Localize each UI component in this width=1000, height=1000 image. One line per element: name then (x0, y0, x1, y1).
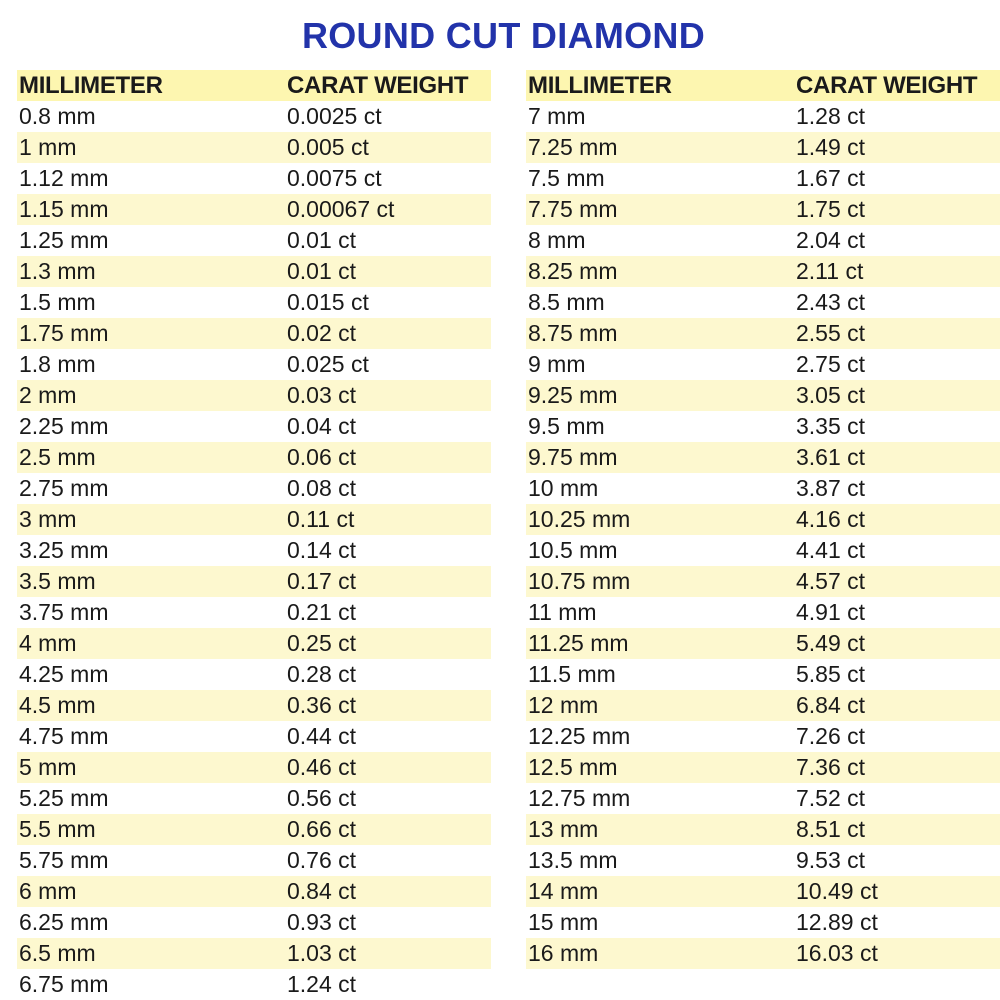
millimeter-cell: 8.25 mm (528, 258, 618, 284)
millimeter-cell: 10.5 mm (528, 537, 618, 563)
table-row (17, 194, 491, 225)
table-row (526, 752, 1000, 783)
table-row (526, 597, 1000, 628)
millimeter-cell: 1.15 mm (19, 196, 109, 222)
table-row (17, 380, 491, 411)
table-row (17, 690, 491, 721)
table-row (526, 628, 1000, 659)
carat-weight-cell: 0.015 ct (287, 289, 369, 315)
carat-weight-cell: 4.41 ct (796, 537, 866, 563)
carat-weight-cell: 0.17 ct (287, 568, 357, 594)
carat-weight-cell: 2.04 ct (796, 227, 866, 253)
millimeter-cell: 7 mm (528, 103, 586, 129)
page-title: ROUND CUT DIAMOND (301, 15, 706, 56)
millimeter-cell: 13 mm (528, 816, 599, 842)
table-row (526, 783, 1000, 814)
millimeter-cell: 6.5 mm (19, 940, 96, 966)
carat-weight-cell: 0.04 ct (287, 413, 357, 439)
carat-weight-cell: 4.57 ct (796, 568, 866, 594)
millimeter-cell: 2.5 mm (19, 444, 96, 470)
millimeter-cell: 1.25 mm (19, 227, 109, 253)
millimeter-cell: 12 mm (528, 692, 599, 718)
carat-weight-cell: 0.21 ct (287, 599, 357, 625)
millimeter-cell: 11.25 mm (528, 630, 629, 656)
carat-weight-cell: 0.06 ct (287, 444, 357, 470)
millimeter-cell: 6.75 mm (19, 971, 109, 997)
carat-weight-cell: 0.76 ct (287, 847, 357, 873)
table-row (17, 132, 491, 163)
right-table-body (526, 101, 1000, 969)
carat-weight-cell: 0.66 ct (287, 816, 357, 842)
table-row (17, 504, 491, 535)
carat-weight-cell: 0.25 ct (287, 630, 357, 656)
table-row (526, 442, 1000, 473)
millimeter-cell: 0.8 mm (19, 103, 96, 129)
table-row (17, 349, 491, 380)
carat-weight-cell: 0.44 ct (287, 723, 357, 749)
millimeter-cell: 2.25 mm (19, 413, 109, 439)
carat-weight-cell: 0.56 ct (287, 785, 357, 811)
table-row (17, 876, 491, 907)
millimeter-cell: 8.75 mm (528, 320, 618, 346)
carat-weight-cell: 3.35 ct (796, 413, 866, 439)
carat-weight-cell: 0.11 ct (287, 506, 355, 532)
millimeter-cell: 9.5 mm (528, 413, 605, 439)
table-row (526, 132, 1000, 163)
millimeter-cell: 10.25 mm (528, 506, 631, 532)
table-header-row (526, 70, 1000, 101)
millimeter-cell: 3.25 mm (19, 537, 109, 563)
table-row (526, 845, 1000, 876)
table-header-row (17, 70, 491, 101)
carat-weight-cell: 1.49 ct (796, 134, 866, 160)
carat-weight-cell: 7.26 ct (796, 723, 866, 749)
millimeter-cell: 5.5 mm (19, 816, 96, 842)
carat-weight-cell: 0.03 ct (287, 382, 357, 408)
table-row (526, 194, 1000, 225)
table-row (526, 287, 1000, 318)
millimeter-cell: 8 mm (528, 227, 586, 253)
millimeter-cell: 1.75 mm (19, 320, 109, 346)
millimeter-cell: 15 mm (528, 909, 599, 935)
millimeter-cell: 3.75 mm (19, 599, 109, 625)
carat-weight-cell: 6.84 ct (796, 692, 866, 718)
table-row (526, 318, 1000, 349)
carat-weight-cell: 0.01 ct (287, 258, 357, 284)
table-row (17, 101, 491, 132)
millimeter-cell: 13.5 mm (528, 847, 618, 873)
millimeter-cell: 5.25 mm (19, 785, 109, 811)
millimeter-cell: 16 mm (528, 940, 599, 966)
carat-weight-cell: 16.03 ct (796, 940, 878, 966)
millimeter-cell: 12.5 mm (528, 754, 618, 780)
table-row (526, 814, 1000, 845)
table-row (17, 225, 491, 256)
millimeter-cell: 10 mm (528, 475, 599, 501)
left-table-body (17, 101, 491, 1000)
table-row (17, 752, 491, 783)
carat-weight-cell: 7.36 ct (796, 754, 866, 780)
carat-weight-cell: 0.28 ct (287, 661, 357, 687)
carat-weight-cell: 10.49 ct (796, 878, 878, 904)
table-row (17, 845, 491, 876)
table-row (17, 721, 491, 752)
millimeter-cell: 12.75 mm (528, 785, 631, 811)
table-row (17, 814, 491, 845)
table-row (17, 907, 491, 938)
table-row (17, 628, 491, 659)
millimeter-cell: 1.5 mm (19, 289, 96, 315)
carat-weight-cell: 4.91 ct (796, 599, 866, 625)
table-row (17, 318, 491, 349)
millimeter-cell: 12.25 mm (528, 723, 631, 749)
carat-weight-cell: 2.43 ct (796, 289, 866, 315)
carat-weight-cell: 0.0075 ct (287, 165, 382, 191)
carat-weight-cell: 0.46 ct (287, 754, 357, 780)
millimeter-cell: 14 mm (528, 878, 599, 904)
carat-weight-cell: 4.16 ct (796, 506, 866, 532)
millimeter-cell: 1.8 mm (19, 351, 96, 377)
table-row (526, 535, 1000, 566)
millimeter-cell: 6.25 mm (19, 909, 109, 935)
table-row (526, 101, 1000, 132)
carat-weight-cell: 3.05 ct (796, 382, 866, 408)
carat-weight-cell: 0.025 ct (287, 351, 369, 377)
carat-weight-cell: 0.14 ct (287, 537, 357, 563)
table-row (526, 504, 1000, 535)
carat-weight-cell: 2.75 ct (796, 351, 866, 377)
millimeter-cell: 1.3 mm (19, 258, 96, 284)
table-row (17, 659, 491, 690)
millimeter-cell: 4.75 mm (19, 723, 109, 749)
millimeter-cell: 7.5 mm (528, 165, 605, 191)
carat-weight-cell: 7.52 ct (796, 785, 866, 811)
millimeter-cell: 2 mm (19, 382, 77, 408)
carat-weight-cell: 0.84 ct (287, 878, 357, 904)
millimeter-cell: 9 mm (528, 351, 586, 377)
carat-weight-cell: 3.61 ct (796, 444, 866, 470)
carat-weight-header: CARAT WEIGHT (287, 72, 469, 99)
right-size-table (526, 70, 1000, 969)
millimeter-cell: 11.5 mm (528, 661, 616, 687)
carat-weight-cell: 1.75 ct (796, 196, 866, 222)
table-row (17, 473, 491, 504)
table-row (526, 907, 1000, 938)
table-row (17, 783, 491, 814)
left-size-table (17, 70, 491, 1000)
carat-weight-cell: 1.67 ct (796, 165, 866, 191)
carat-weight-header: CARAT WEIGHT (796, 72, 978, 99)
carat-weight-cell: 2.11 ct (796, 258, 864, 284)
table-row (17, 442, 491, 473)
millimeter-cell: 6 mm (19, 878, 77, 904)
millimeter-cell: 5 mm (19, 754, 77, 780)
carat-weight-cell: 0.02 ct (287, 320, 357, 346)
carat-weight-cell: 1.24 ct (287, 971, 357, 997)
millimeter-cell: 4.5 mm (19, 692, 96, 718)
carat-weight-cell: 2.55 ct (796, 320, 866, 346)
carat-weight-cell: 0.00067 ct (287, 196, 395, 222)
table-row (526, 256, 1000, 287)
carat-weight-cell: 0.36 ct (287, 692, 357, 718)
millimeter-cell: 7.75 mm (528, 196, 618, 222)
carat-weight-cell: 9.53 ct (796, 847, 866, 873)
table-row (526, 349, 1000, 380)
millimeter-cell: 3.5 mm (19, 568, 96, 594)
millimeter-cell: 4.25 mm (19, 661, 109, 687)
carat-weight-cell: 8.51 ct (796, 816, 866, 842)
table-row (526, 938, 1000, 969)
table-row (526, 566, 1000, 597)
millimeter-header: MILLIMETER (528, 72, 672, 99)
millimeter-cell: 11 mm (528, 599, 597, 625)
millimeter-cell: 4 mm (19, 630, 77, 656)
table-row (526, 659, 1000, 690)
carat-weight-cell: 1.28 ct (796, 103, 866, 129)
carat-weight-cell: 0.08 ct (287, 475, 357, 501)
millimeter-cell: 8.5 mm (528, 289, 605, 315)
table-row (17, 597, 491, 628)
table-row (526, 876, 1000, 907)
millimeter-cell: 10.75 mm (528, 568, 631, 594)
millimeter-cell: 1.12 mm (19, 165, 109, 191)
millimeter-cell: 7.25 mm (528, 134, 618, 160)
carat-weight-cell: 12.89 ct (796, 909, 878, 935)
table-row (526, 721, 1000, 752)
table-row (526, 690, 1000, 721)
carat-weight-cell: 1.03 ct (287, 940, 357, 966)
millimeter-cell: 9.25 mm (528, 382, 618, 408)
carat-weight-cell: 3.87 ct (796, 475, 866, 501)
carat-weight-cell: 0.93 ct (287, 909, 357, 935)
carat-weight-cell: 0.01 ct (287, 227, 357, 253)
carat-weight-cell: 5.85 ct (796, 661, 866, 687)
table-row (526, 163, 1000, 194)
table-row (17, 938, 491, 969)
carat-weight-cell: 0.005 ct (287, 134, 369, 160)
table-row (17, 256, 491, 287)
millimeter-cell: 3 mm (19, 506, 77, 532)
table-row (17, 535, 491, 566)
table-row (17, 969, 491, 1000)
table-row (17, 287, 491, 318)
table-row (526, 225, 1000, 256)
table-row (526, 411, 1000, 442)
table-row (17, 411, 491, 442)
millimeter-cell: 9.75 mm (528, 444, 618, 470)
millimeter-header: MILLIMETER (19, 72, 163, 99)
table-row (526, 380, 1000, 411)
millimeter-cell: 5.75 mm (19, 847, 109, 873)
table-row (526, 473, 1000, 504)
carat-weight-cell: 5.49 ct (796, 630, 866, 656)
millimeter-cell: 1 mm (19, 134, 77, 160)
table-row (17, 566, 491, 597)
millimeter-cell: 2.75 mm (19, 475, 109, 501)
table-row (17, 163, 491, 194)
carat-weight-cell: 0.0025 ct (287, 103, 382, 129)
